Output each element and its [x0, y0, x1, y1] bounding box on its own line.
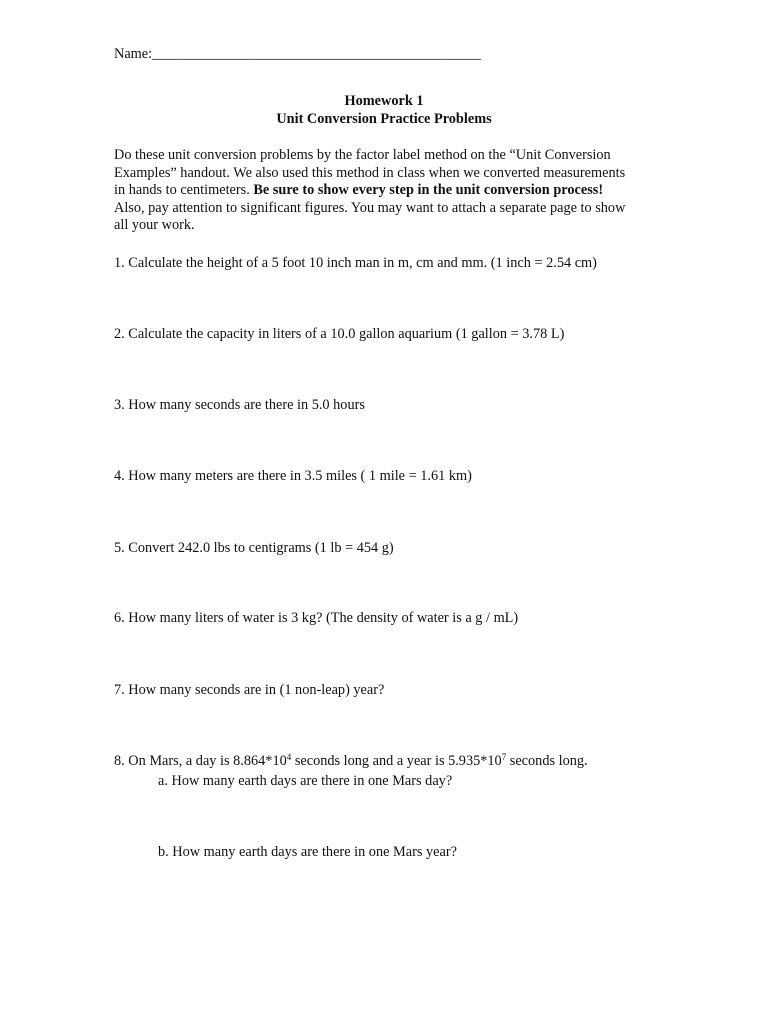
name-label: Name: [114, 46, 153, 62]
exponent: 4 [286, 752, 292, 762]
exponent: 7 [501, 752, 507, 762]
instructions-line: Examples” handout. We also used this method in class when we converted measurements [114, 164, 626, 181]
instructions-line [114, 182, 644, 200]
question-5: 5. Convert 242.0 lbs to centigrams (1 lb = 454 g) [114, 540, 394, 556]
instructions-line: all your work. [114, 217, 195, 234]
question-7: 7. How many seconds are in (1 non-leap) year? [114, 682, 385, 698]
question-3: 3. How many seconds are there in 5.0 hours [114, 397, 365, 413]
homework-subtitle: Unit Conversion Practice Problems [276, 111, 492, 127]
instructions-text: in hands to centimeters. [114, 182, 254, 199]
question-8b: b. How many earth days are there in one Mars year? [158, 844, 457, 860]
question-8 [114, 753, 588, 771]
question-2: 2. Calculate the capacity in liters of a 10.0 gallon aquarium (1 gallon = 3.78 L) [114, 326, 565, 342]
question-4: 4. How many meters are there in 3.5 miles ( 1 mile = 1.61 km) [114, 468, 472, 484]
question-8-text: seconds long. [506, 753, 588, 769]
question-1: 1. Calculate the height of a 5 foot 10 inch man in m, cm and mm. (1 inch = 2.54 cm) [114, 255, 597, 271]
instructions-emphasis: Be sure to show every step in the unit conversion process! [253, 182, 604, 199]
homework-title: Homework 1 [344, 93, 424, 109]
question-8-text: 8. On Mars, a day is 8.864*10 [114, 753, 287, 769]
name-blank: ______________________________________________ [152, 46, 481, 62]
question-8-text: seconds long and a year is 5.935*10 [291, 753, 502, 769]
instructions-line: Do these unit conversion problems by the factor label method on the “Unit Conversion [114, 147, 611, 163]
instructions-line: Also, pay attention to significant figures. You may want to attach a separate page to show [114, 199, 626, 216]
question-8a: a. How many earth days are there in one Mars day? [158, 773, 453, 789]
instructions-paragraph [114, 147, 644, 235]
question-6: 6. How many liters of water is 3 kg? (The density of water is a g / mL) [114, 610, 519, 626]
name-field-line [114, 46, 481, 64]
